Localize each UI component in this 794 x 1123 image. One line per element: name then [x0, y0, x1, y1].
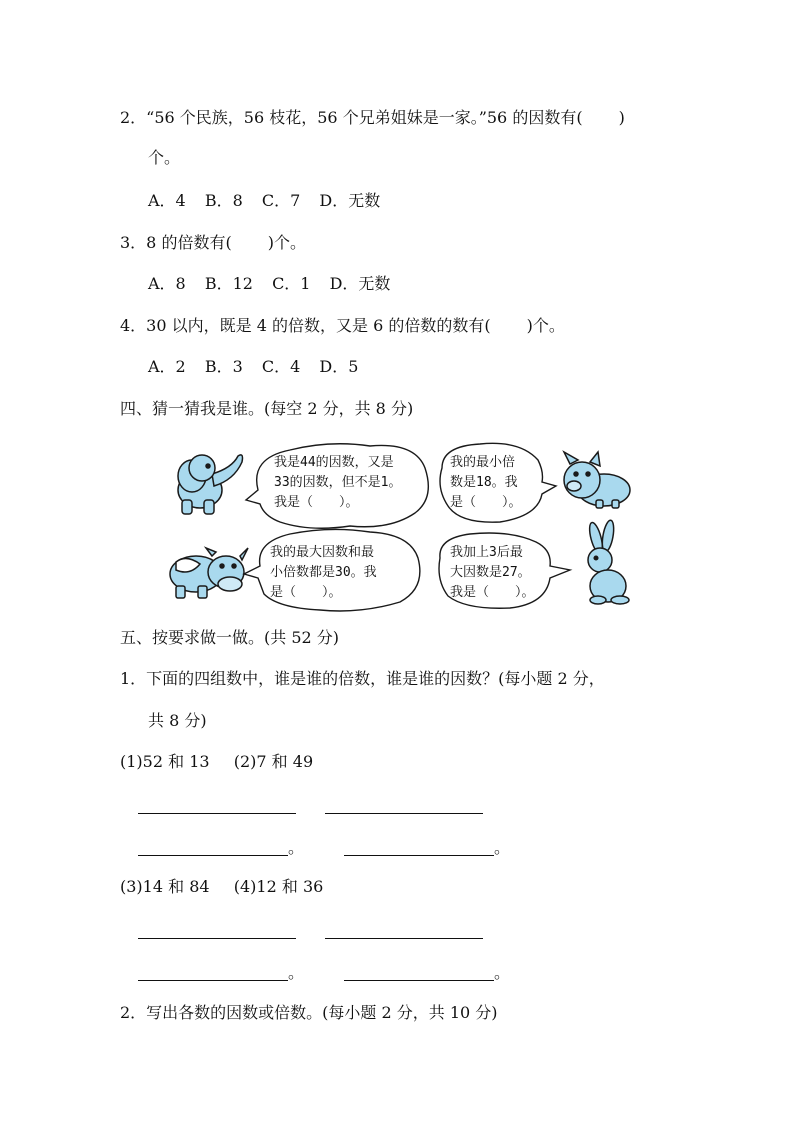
bubble-line: 大因数是27。	[450, 565, 531, 580]
answer-line[interactable]	[344, 855, 494, 856]
answer-line[interactable]	[138, 855, 288, 856]
cow-icon	[170, 548, 248, 598]
option-b: B．12	[204, 274, 253, 293]
s5-q1-stem-line1: 1．下面的四组数中，谁是谁的倍数，谁是谁的因数？(每小题 2 分，	[120, 669, 605, 688]
q2-stem-line2: 个。	[148, 148, 181, 167]
guess-who-illustration	[160, 438, 640, 618]
speech-bubble-elephant	[246, 444, 428, 529]
bubble-line: 我加上3后最	[450, 545, 523, 560]
option-c: C．4	[261, 357, 301, 376]
bubble-line: 我的最小倍	[450, 455, 516, 470]
rabbit-icon	[587, 519, 629, 604]
sentence-period: 。	[494, 838, 511, 857]
q3-stem: 3．8 的倍数有( )个。	[120, 233, 306, 252]
bubble-line: 我是44的因数，又是	[274, 455, 394, 470]
sentence-period: 。	[494, 963, 511, 982]
pair-2: (2)7 和 49	[233, 752, 314, 771]
number-pairs-row-1	[120, 752, 313, 772]
speech-bubble-cow	[244, 529, 420, 611]
elephant-icon	[178, 455, 243, 514]
sentence-period: 。	[288, 963, 305, 982]
pair-1: (1)52 和 13	[120, 752, 210, 771]
section-5-title: 五、按要求做一做。(共 52 分)	[120, 628, 340, 647]
option-d: D．无数	[329, 274, 391, 293]
s5-q1-stem-line2: 共 8 分)	[148, 711, 207, 730]
pig-icon	[564, 452, 630, 508]
answer-line[interactable]	[138, 813, 296, 814]
bubble-line: 数是18。我	[450, 475, 518, 490]
answer-line[interactable]	[325, 938, 483, 939]
pair-4: (4)12 和 36	[233, 877, 324, 896]
answer-line[interactable]	[344, 980, 494, 981]
section-4-title: 四、猜一猜我是谁。(每空 2 分，共 8 分)	[120, 399, 414, 418]
q4-stem: 4．30 以内，既是 4 的倍数，又是 6 的倍数的数有( )个。	[120, 316, 565, 335]
bubble-line: 是（ ）。	[270, 585, 342, 600]
option-a: A．2	[148, 357, 186, 376]
s5-q2-stem: 2．写出各数的因数或倍数。(每小题 2 分，共 10 分)	[120, 1003, 498, 1022]
sentence-period: 。	[288, 838, 305, 857]
number-pairs-row-2	[120, 877, 323, 897]
bubble-line: 33的因数，但不是1。	[274, 475, 402, 490]
option-c: C．1	[272, 274, 311, 293]
bubble-line: 小倍数都是30。我	[270, 565, 377, 580]
answer-line[interactable]	[138, 938, 296, 939]
bubble-line: 我的最大因数和最	[270, 545, 375, 560]
bubble-line: 我是（ ）。	[274, 495, 359, 510]
q2-stem-line1: 2．“56 个民族，56 枝花，56 个兄弟姐妹是一家。”56 的因数有( )	[120, 108, 625, 127]
bubble-line: 是（ ）。	[450, 495, 522, 510]
speech-bubble-pig	[440, 443, 556, 522]
option-c: C．7	[261, 191, 301, 210]
q2-options	[148, 191, 394, 211]
option-b: B．8	[204, 191, 243, 210]
pair-3: (3)14 和 84	[120, 877, 210, 896]
option-b: B．3	[204, 357, 243, 376]
option-a: A．8	[148, 274, 186, 293]
answer-line[interactable]	[138, 980, 288, 981]
q3-options	[148, 274, 404, 294]
option-d: D．无数	[319, 191, 381, 210]
q4-options	[148, 357, 372, 377]
speech-bubble-rabbit	[439, 533, 570, 608]
option-a: A．4	[148, 191, 186, 210]
bubble-line: 我是（ ）。	[450, 585, 535, 600]
option-d: D．5	[319, 357, 359, 376]
answer-line[interactable]	[325, 813, 483, 814]
